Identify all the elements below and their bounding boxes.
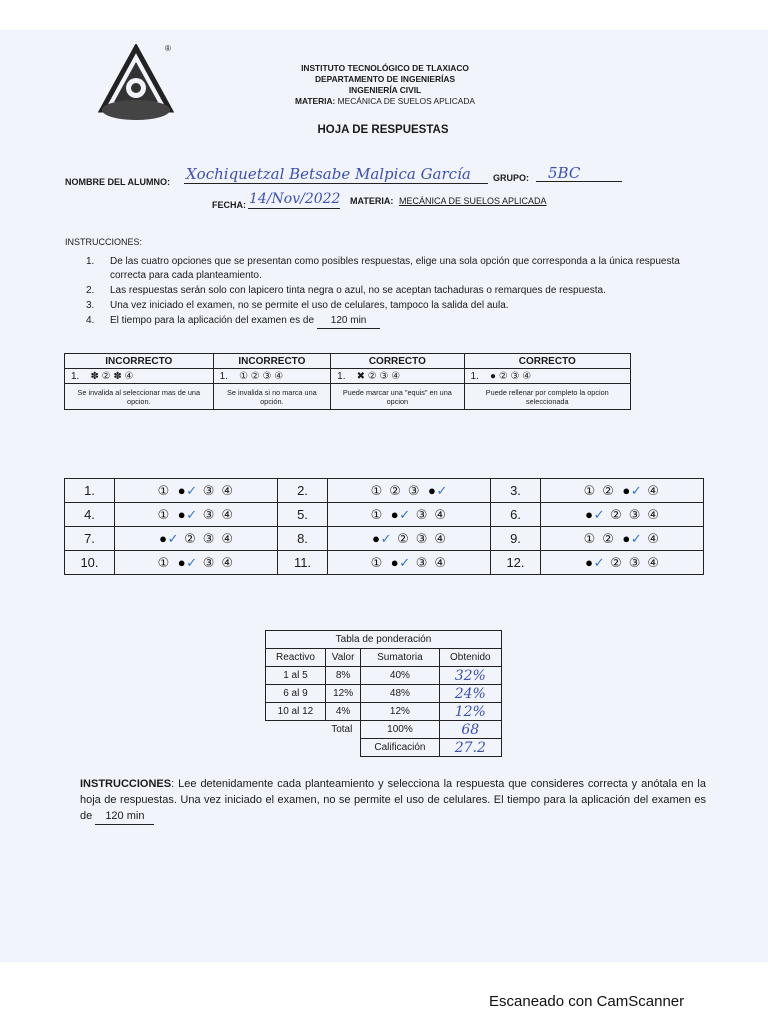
option-bubble[interactable]: ② xyxy=(610,506,624,522)
weighting-header: Sumatoria xyxy=(361,649,439,667)
option-bubble[interactable]: ③ xyxy=(202,554,217,570)
weighting-cell: 12% xyxy=(361,703,439,721)
check-mark-icon: ✓ xyxy=(380,530,394,546)
option-bubble[interactable]: ④ xyxy=(647,482,662,498)
weighting-cell: 40% xyxy=(361,667,439,685)
example-options: 1. ① ② ③ ④ xyxy=(213,369,331,384)
answer-row xyxy=(65,479,704,503)
answer-row xyxy=(65,527,704,551)
option-bubble[interactable]: ③ xyxy=(628,554,643,570)
weighting-cell: 10 al 12 xyxy=(266,703,326,721)
option-bubble[interactable]: ② xyxy=(602,482,616,498)
option-bubble[interactable]: ④ xyxy=(221,530,236,546)
student-name-value: Xochiquetzal Betsabe Malpica García xyxy=(186,165,471,183)
example-header: CORRECTO xyxy=(464,354,630,369)
option-bubble[interactable]: ③ xyxy=(415,506,430,522)
example-note: Puede marcar una "equis" en una opcion xyxy=(331,384,464,410)
institution-header xyxy=(250,63,520,107)
answer-row xyxy=(65,551,704,575)
answer-options xyxy=(328,503,491,527)
career-name: INGENIERÍA CIVIL xyxy=(348,85,422,95)
option-bubble[interactable]: ① xyxy=(157,482,172,498)
weighting-header: Obtenido xyxy=(439,649,501,667)
instructions-heading: INSTRUCCIONES: xyxy=(65,237,143,247)
check-mark-icon: ✓ xyxy=(186,554,200,570)
option-bubble[interactable]: ④ xyxy=(221,482,236,498)
option-bubble[interactable]: ③ xyxy=(202,530,217,546)
weighting-cell: 1 al 5 xyxy=(266,667,326,685)
answer-options xyxy=(328,479,491,503)
example-header: INCORRECTO xyxy=(213,354,331,369)
example-options: 1. ✽ ② ✽ ④ xyxy=(65,369,214,384)
grade-label: Calificación xyxy=(361,739,439,757)
option-bubble[interactable]: ② xyxy=(397,530,411,546)
date-value: 14/Nov/2022 xyxy=(249,191,341,207)
final-time-value: 120 min xyxy=(95,808,154,825)
weighting-cell: 12% xyxy=(325,685,360,703)
weighting-obtained: 24% xyxy=(439,685,501,703)
weighting-cell: 8% xyxy=(325,667,360,685)
option-bubble[interactable]: ④ xyxy=(221,554,236,570)
total-label: Total xyxy=(266,721,361,739)
student-name-line xyxy=(184,183,488,184)
option-bubble[interactable]: ③ xyxy=(202,482,217,498)
total-sum: 100% xyxy=(361,721,439,739)
registered-mark: ® xyxy=(165,44,171,53)
check-mark-icon: ✓ xyxy=(186,506,200,522)
question-number: 4. xyxy=(65,503,115,527)
question-number: 12. xyxy=(491,551,541,575)
question-number: 5. xyxy=(278,503,328,527)
answer-sheet-page xyxy=(0,30,768,962)
option-bubble[interactable]: ④ xyxy=(434,554,449,570)
weighting-cell: 6 al 9 xyxy=(266,685,326,703)
answer-options xyxy=(115,503,278,527)
check-mark-icon: ✓ xyxy=(593,554,607,570)
option-bubble[interactable]: ① xyxy=(157,554,172,570)
date-line xyxy=(248,208,340,209)
question-number: 11. xyxy=(278,551,328,575)
weighting-header: Valor xyxy=(325,649,360,667)
weighting-cell: 4% xyxy=(325,703,360,721)
check-mark-icon: ✓ xyxy=(436,482,450,498)
question-number: 1. xyxy=(65,479,115,503)
option-bubble[interactable]: ④ xyxy=(221,506,236,522)
institute-name: INSTITUTO TECNOLÓGICO DE TLAXIACO xyxy=(301,63,469,73)
example-options: 1. ✖ ② ③ ④ xyxy=(331,369,464,384)
instruction-item: 1. De las cuatro opciones que se presentan como posibles respuestas, elige una sola opción que corresponda a la única respuesta correcta para cada planteamiento. xyxy=(86,256,680,281)
option-bubble[interactable]: ③ xyxy=(202,506,217,522)
subject-value: MECÁNICA DE SUELOS APLICADA xyxy=(399,196,547,206)
check-mark-icon: ✓ xyxy=(630,482,644,498)
option-bubble[interactable]: ③ xyxy=(628,506,643,522)
option-bubble[interactable]: ④ xyxy=(434,530,449,546)
date-label: FECHA: xyxy=(212,200,246,210)
option-bubble[interactable]: ① xyxy=(370,554,385,570)
option-bubble[interactable]: ① xyxy=(370,506,385,522)
option-bubble[interactable]: ② xyxy=(389,482,403,498)
example-header: INCORRECTO xyxy=(65,354,214,369)
option-bubble[interactable]: ④ xyxy=(647,506,662,522)
header-subject: MATERIA: MECÁNICA DE SUELOS APLICADA xyxy=(295,96,475,106)
option-bubble[interactable]: ③ xyxy=(415,530,430,546)
student-name-label: NOMBRE DEL ALUMNO: xyxy=(65,177,170,187)
weighting-obtained: 12% xyxy=(439,703,501,721)
answer-options xyxy=(115,551,278,575)
weighting-title: Tabla de ponderación xyxy=(266,631,502,649)
check-mark-icon: ✓ xyxy=(399,506,413,522)
example-note: Se invalida al seleccionar mas de una opcion. xyxy=(65,384,214,410)
answer-options xyxy=(115,527,278,551)
answer-options xyxy=(328,551,491,575)
example-note: Se invalida si no marca una opción. xyxy=(213,384,331,410)
total-obtained: 68 xyxy=(439,721,501,739)
option-bubble[interactable]: ② xyxy=(610,554,624,570)
marking-examples-table xyxy=(64,353,631,410)
exam-time-value: 120 min xyxy=(317,314,381,329)
answer-options xyxy=(541,479,704,503)
question-number: 7. xyxy=(65,527,115,551)
check-mark-icon: ✓ xyxy=(167,530,181,546)
weighting-header: Reactivo xyxy=(266,649,326,667)
question-number: 8. xyxy=(278,527,328,551)
final-instructions: INSTRUCCIONES: Lee detenidamente cada planteamiento y selecciona la respuesta que consideres correcta y anótala en la hoja de respuestas. Una vez iniciado el examen, no se permite el uso de celulares. El tiempo para la aplicación del examen es de 120 min xyxy=(80,776,706,825)
option-bubble[interactable]: ① xyxy=(583,530,598,546)
subject-label: MATERIA: xyxy=(350,196,394,206)
group-line xyxy=(536,181,622,182)
group-value: 5BC xyxy=(548,164,581,182)
option-bubble[interactable]: ④ xyxy=(647,554,662,570)
option-bubble[interactable]: ③ xyxy=(415,554,430,570)
instructions-list xyxy=(86,255,696,330)
weighting-table xyxy=(265,630,502,757)
check-mark-icon: ✓ xyxy=(186,482,200,498)
check-mark-icon: ✓ xyxy=(630,530,644,546)
answer-options xyxy=(115,479,278,503)
option-bubble[interactable]: ① xyxy=(583,482,598,498)
scanner-watermark: Escaneado con CamScanner xyxy=(489,993,685,1010)
question-number: 6. xyxy=(491,503,541,527)
answer-options xyxy=(541,527,704,551)
weighting-cell: 48% xyxy=(361,685,439,703)
example-note: Puede rellenar por completo la opcion seleccionada xyxy=(464,384,630,410)
answers-grid xyxy=(64,478,704,575)
institute-logo-icon xyxy=(96,44,186,126)
answer-options xyxy=(541,503,704,527)
answer-options xyxy=(541,551,704,575)
question-number: 3. xyxy=(491,479,541,503)
example-header: CORRECTO xyxy=(331,354,464,369)
example-options: 1. ● ② ③ ④ xyxy=(464,369,630,384)
grade-value: 27.2 xyxy=(439,739,501,757)
weighting-obtained: 32% xyxy=(439,667,501,685)
question-number: 9. xyxy=(491,527,541,551)
option-bubble[interactable]: ① xyxy=(157,506,172,522)
group-label: GRUPO: xyxy=(493,173,529,183)
option-bubble[interactable]: ② xyxy=(602,530,616,546)
instruction-item: 2. Las respuestas serán solo con lapicero tinta negra o azul, no se aceptan tachaduras o remarques de respuesta. xyxy=(86,285,606,296)
answer-options xyxy=(328,527,491,551)
blank-cell xyxy=(266,739,361,757)
question-number: 2. xyxy=(278,479,328,503)
check-mark-icon: ✓ xyxy=(593,506,607,522)
check-mark-icon: ✓ xyxy=(399,554,413,570)
instruction-item: 3. Una vez iniciado el examen, no se permite el uso de celulares, tampoco la salida del aula. xyxy=(86,300,509,311)
page-title: HOJA DE RESPUESTAS xyxy=(317,124,449,136)
instruction-item: 4. El tiempo para la aplicación del examen es de 120 min xyxy=(86,314,696,329)
option-bubble[interactable]: ④ xyxy=(647,530,662,546)
option-bubble[interactable]: ④ xyxy=(434,506,449,522)
answer-row xyxy=(65,503,704,527)
option-bubble[interactable]: ① xyxy=(370,482,385,498)
question-number: 10. xyxy=(65,551,115,575)
option-bubble[interactable]: ② xyxy=(184,530,198,546)
department-name: DEPARTAMENTO DE INGENIERÍAS xyxy=(314,74,456,84)
option-bubble[interactable]: ③ xyxy=(407,482,422,498)
